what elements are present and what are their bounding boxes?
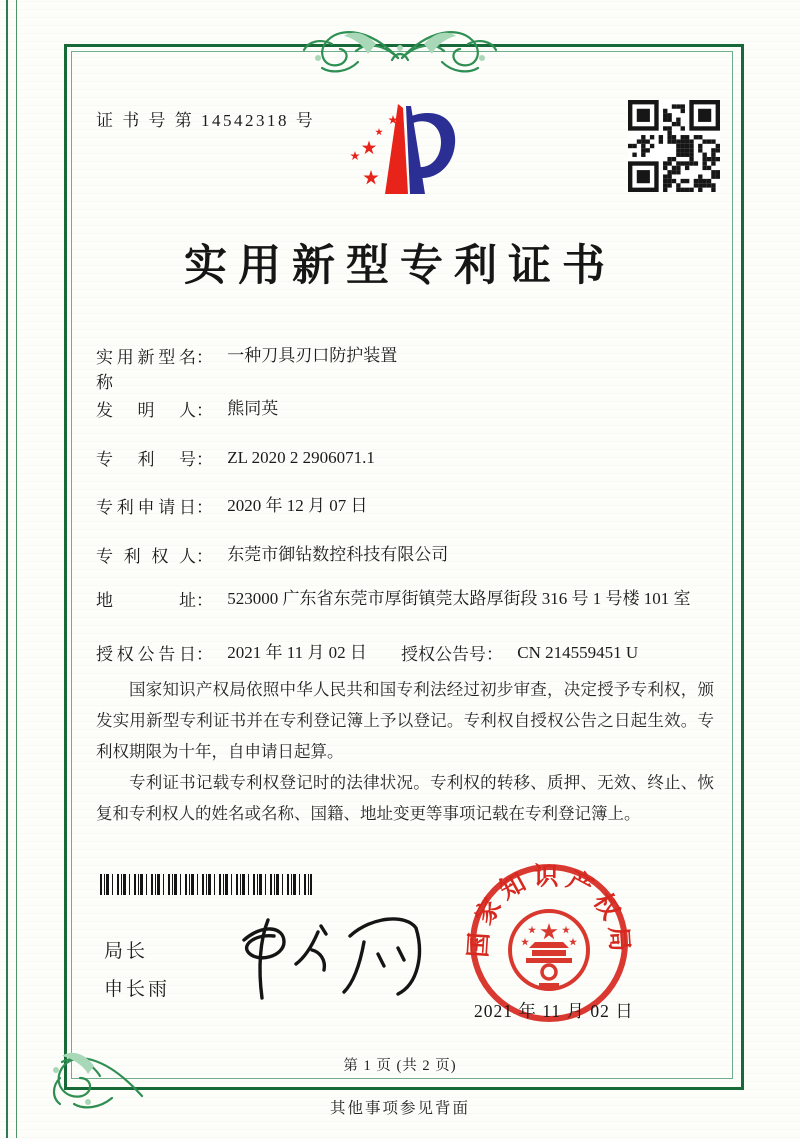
handwritten-signature-icon [200, 898, 435, 1013]
field-colon: ： [196, 450, 213, 469]
border-ornament-top-icon [272, 18, 528, 80]
field-colon: ： [196, 401, 213, 420]
field-colon: ： [486, 645, 503, 664]
field-row-inventor [96, 396, 712, 422]
field-value: 2020 年 12 月 07 日 [227, 496, 368, 515]
field-value: CN 214559451 U [517, 643, 639, 662]
field-colon: ： [196, 645, 213, 664]
field-value: ZL 2020 2 2906071.1 [227, 448, 375, 467]
field-label: 授权公告日 [96, 645, 196, 664]
field-label: 专利申请日 [96, 498, 196, 517]
field-colon: ： [196, 498, 213, 517]
field-colon: ： [196, 348, 213, 367]
seal-date: 2021 年 11 月 02 日 [474, 1001, 634, 1021]
field-label: 授权公告号 [401, 645, 486, 664]
field-colon: ： [196, 591, 213, 610]
certificate-number: 证 书 号 第 14542318 号 [96, 111, 316, 130]
scan-edge-line [6, 0, 17, 1138]
field-row-filing-date [96, 493, 712, 519]
field-row-name [96, 343, 712, 393]
field-row-patent-number [96, 445, 712, 471]
legal-paragraph: 国家知识产权局依照中华人民共和国专利法经过初步审查，决定授予专利权，颁发实用新型专利证书并在专利登记簿上予以登记。专利权自授权公告之日起生效。专利权期限为十年，自申请日起算。 [96, 680, 714, 761]
field-value: 熊同英 [227, 399, 279, 418]
page-indicator: 第 1 页 (共 2 页) [343, 1058, 457, 1074]
back-note: 其他事项参见背面 [329, 1100, 470, 1117]
legal-paragraph: 专利证书记载专利权登记时的法律状况。专利权的转移、质押、无效、终止、恢复和专利权人的姓名或名称、国籍、地址变更等事项记载在专利登记簿上。 [96, 773, 714, 823]
barcode [100, 874, 312, 895]
field-row-grant [96, 640, 712, 666]
field-group-grant-number [401, 640, 638, 666]
field-label: 专利号 [96, 450, 196, 469]
field-value: 523000 广东省东莞市厚街镇莞太路厚街段 316 号 1 号楼 101 室 [227, 589, 691, 608]
signatory-name: 申长雨 [104, 979, 171, 1000]
legal-text-block [96, 674, 714, 829]
field-label: 地址 [96, 591, 196, 610]
cnipa-logo-icon [335, 90, 467, 216]
field-value: 2021 年 11 月 02 日 [227, 643, 367, 662]
certificate-title: 实用新型专利证书 [184, 243, 616, 290]
qr-code [628, 100, 720, 192]
field-value: 一种刀具刃口防护装置 [227, 346, 398, 365]
field-label: 实用新型名称 [96, 348, 196, 392]
seal-text: 国家知识产权局 [465, 863, 633, 959]
field-label: 专利权人 [96, 547, 196, 566]
field-row-address [96, 586, 712, 612]
field-row-patentee [96, 542, 712, 568]
field-value: 东莞市御钻数控科技有限公司 [227, 545, 449, 564]
field-colon: ： [196, 547, 213, 566]
signatory-role: 局长 [104, 941, 149, 962]
field-label: 发明人 [96, 401, 196, 420]
